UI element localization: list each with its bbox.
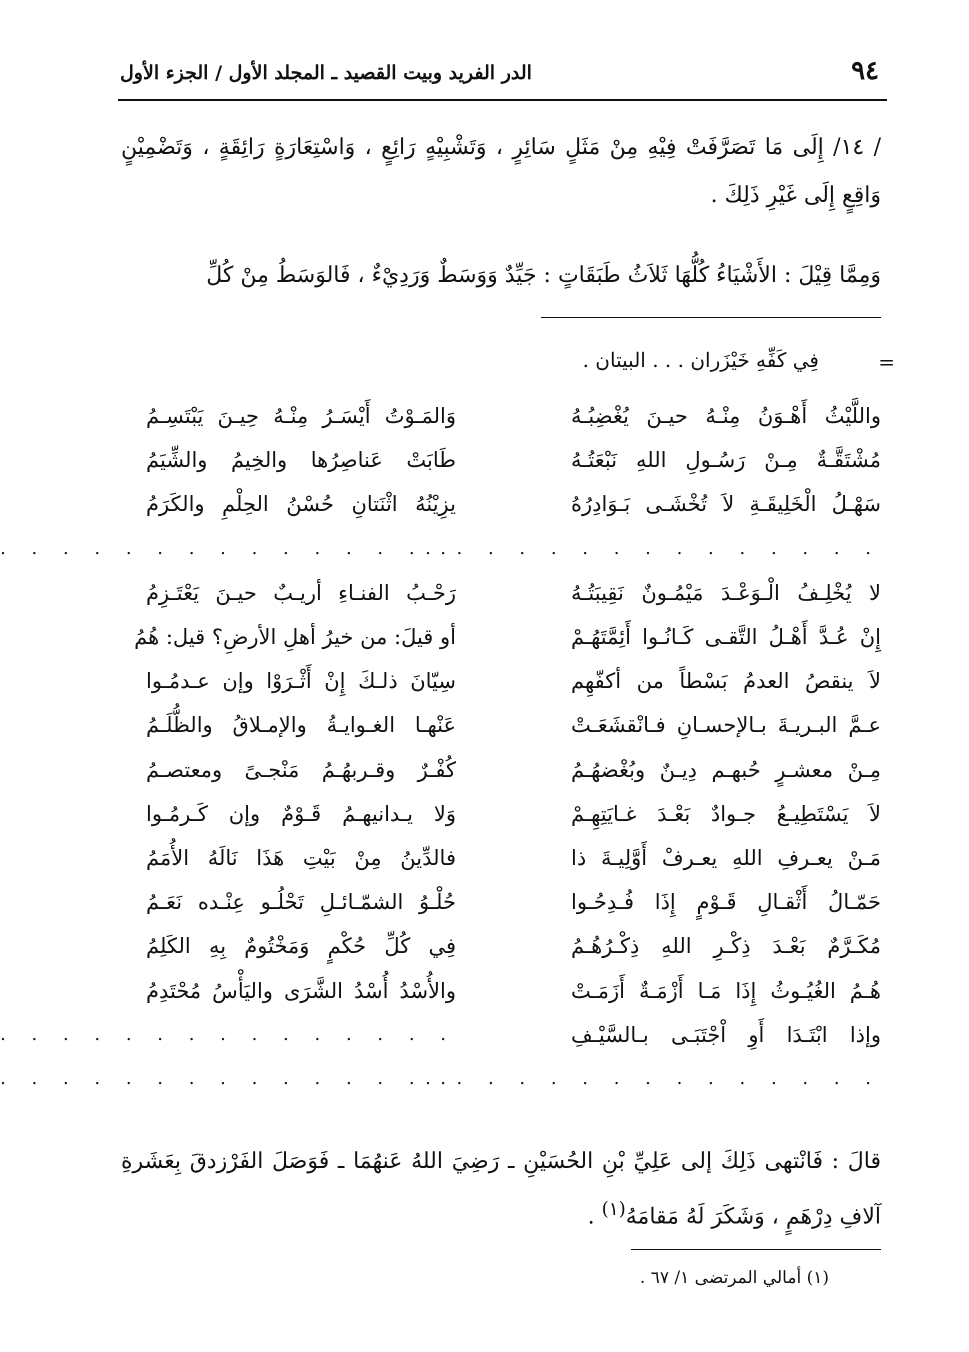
saying-text: وَمِمَّا قِيْلَ : الأَشْيَاءُ كُلُّهَا ثَلاَثُ طَبَقَاتٍ : جَيِّدٌ وَوَسَطٌ وَرَدِيْءٌ ، فَالوَسَطُ مِنْ كُلِّ: [206, 263, 881, 288]
closing-end: .: [587, 1204, 602, 1230]
closing-paragraph: [121, 1138, 881, 1241]
verse-row: [146, 438, 881, 482]
ellipsis-row: [0, 1057, 881, 1101]
verse-second-hemistich: وَالمَـوْتُ أَيْسَـرُ مِنْـهُ حِيـنَ يَبْتَسِـمُ: [146, 404, 456, 429]
verse-first-hemistich: لا يُخْلِـفُ الْـوَعْـدَ مَيْمُـونٌ نَقِيبَتُـهُ: [571, 580, 881, 605]
header-rule: [118, 99, 887, 101]
verse-first-hemistich: مُشْتَقَّـةٌ مِـنْ رَسُـولِ اللهِ نَبْعَتُـهُ: [571, 448, 881, 473]
footnote-reference: (١): [601, 1199, 626, 1220]
saying-paragraph: [121, 252, 881, 300]
verse-row: [146, 394, 881, 438]
page-number: ٩٤: [851, 56, 879, 86]
intro-text: / ١٤/ إِلَى مَا تَصَرَّفَتْ فِيْهِ مِنْ مَثَلٍ سَائِرٍ ، وَتَشْبِيْهٍ رَائِعٍ ، وَاسْتِعَارَةٍ رَائِقَةٍ ، وَتَضْمِيْنٍ وَاقِعٍ إِلَى غَيْرِ ذَلِكَ .: [121, 135, 881, 208]
verse-row: [146, 880, 881, 924]
verse-first-hemistich: هُـمُ الغُيُـوثُ إِذَا مَـا أَزْمَـةٌ أَزَمَـتْ: [571, 978, 881, 1003]
verse-second-hemistich: عَنْهـا الغـوايـةُ والإمـلاقُ والظُّلَـمُ: [146, 713, 456, 738]
verse-first-hemistich: سَهْـلُ الْخَلِيقَـةِ لاَ تُخْشَـى بَـوَادِرُهُ: [571, 492, 881, 517]
ellipsis-dots: . . . . . . . . . . . . . . .: [425, 538, 881, 560]
verse-row: [146, 836, 881, 880]
verse-row: [146, 792, 881, 836]
verse-second-hemistich: يزِيْنُهُ اثْنَتانِ حُسْنُ الحِلْمِ والكَرَمُ: [146, 492, 456, 517]
intro-paragraph: [121, 124, 881, 220]
continuation-line: فِي كَفِّهِ خَيْزَران . . . البيتان .: [582, 348, 819, 372]
footnote-rule: [631, 1249, 881, 1250]
ellipsis-row: [0, 527, 881, 571]
verse-row: [146, 703, 881, 747]
ellipsis-dots: . . . . . . . . . . . . . . .: [0, 1024, 456, 1046]
verse-first-hemistich: إِنْ عُـدَّ أَهْـلُ التَّقـى كَـانُـوا أَئِمَّتَهُـمْ: [571, 625, 881, 650]
verse-first-hemistich: مُكَـرَّمٌ بَعْـدَ ذِكْـرِ اللهِ ذِكْـرُهُـمُ: [571, 934, 881, 959]
running-head: الدر الفريد وبيت القصيد ـ المجلد الأول / الجزء الأول: [120, 62, 532, 84]
verse-first-hemistich: وإذا ابْتَـدَا أَوِ اْجْتَبَـى بـالسَّيْـفِ: [571, 1022, 881, 1047]
closing-text: [121, 1138, 881, 1241]
verse-second-hemistich: وَلا يـدانيهـمُ قَـوْمٌ وإن كَـرمُـوا: [146, 801, 456, 826]
verse-first-hemistich: لاَ يَسْتَطِيـعُ جـوادٌ بَعْـدَ غـايَتِهِـمْ: [571, 801, 881, 826]
footnote: (١) أمالي المرتضى ١/ ٦٧ .: [639, 1268, 829, 1288]
verse-first-hemistich: واللَّيْثُ أَهْـوَنُ مِنْـهُ حيـنَ يُغْضِبُـهُ: [571, 404, 881, 429]
verse-second-hemistich: رَحْـبُ الفنـاءِ أريـبٌ حيـنَ يَعْتَـزِمُ: [146, 580, 456, 605]
continuation-marker: =: [878, 350, 895, 374]
ellipsis-dots: . . . . . . . . . . . . . . .: [0, 1068, 456, 1090]
verse-second-hemistich: والأُسْدُ أُسْدُ الشَّرَى واليَأْسُ مُحْتَدِمُ: [146, 978, 456, 1003]
verse-first-hemistich: لاَ ينقصُ العدمُ بَسْطاً من أكفّهِم: [571, 669, 881, 694]
verse-row: [146, 968, 881, 1012]
verse-second-hemistich: كُفْـرٌ وقـربهُـمُ مَنْجـىً ومعتصـمُ: [146, 757, 456, 782]
verse-second-hemistich: فالدِّينُ مِنْ بَيْتِ هَذَا نَالَهُ الأُمَمُ: [146, 845, 456, 870]
verse-row: [146, 748, 881, 792]
verse-first-hemistich: حَمّـالُ أَثْقـالِ قَـوْمٍ إِذَا فُـدِحُـوا: [571, 890, 881, 915]
ellipsis-dots: . . . . . . . . . . . . . . .: [425, 1068, 881, 1090]
verse-row: [146, 571, 881, 615]
closing-body: قالَ : فَانْتهى ذَلِكَ إلى عَلِيِّ بْنِ الحُسَيْنِ ـ رَضِيَ اللهُ عَنهُمَا ـ فَوَصَلَ الفَرْزدقَ بِعَشَرةِ آلافِ دِرْهَمٍ ، وَشَكَرَ لَهُ مَقامَهُ: [121, 1149, 881, 1230]
verse-row: [146, 482, 881, 526]
verse-row: [146, 659, 881, 703]
verse-first-hemistich: مَـنْ يعـرفِ اللهِ يعـرفْ أَوَّلِيـةَ ذا: [571, 845, 881, 870]
verse-row: [146, 924, 881, 968]
verse-first-hemistich: مِـنْ معشـرٍ حُبهـم دِيـنٌ وبُغْضهُـمُ: [571, 757, 881, 782]
verse-second-hemistich: حُلْـوُ الشمّـائـلِ تَحْلُـو عِنْـده نَعَـمُ: [146, 890, 456, 915]
verse-second-hemistich: أو قيلَ: من خيرُ أهلِ الأرضِ؟ قيل: هُمُ: [134, 625, 456, 650]
ellipsis-dots: . . . . . . . . . . . . . . .: [0, 538, 456, 560]
verse-second-hemistich: سِيّانَ ذلـكَ إِنْ أَثْـرَوْا وإن عـدمُـوا: [146, 669, 456, 694]
verse-first-hemistich: عـمَّ البـريـةَ بـالإحسـانِ فـانْقشَعَـتْ: [571, 713, 881, 738]
verse-second-hemistich: فِي كُلِّ حُكْمٍ وَمَخْتُومٌ بِهِ الكَلِمُ: [146, 934, 456, 959]
verse-second-hemistich: طَابَتْ عَناصِرُها والخِيمُ والشِّيَمُ: [146, 448, 456, 473]
verse-row: [134, 615, 881, 659]
verse-row: [0, 1013, 881, 1057]
footnote-separator-rule: [541, 317, 881, 318]
poem: [0, 394, 881, 1101]
